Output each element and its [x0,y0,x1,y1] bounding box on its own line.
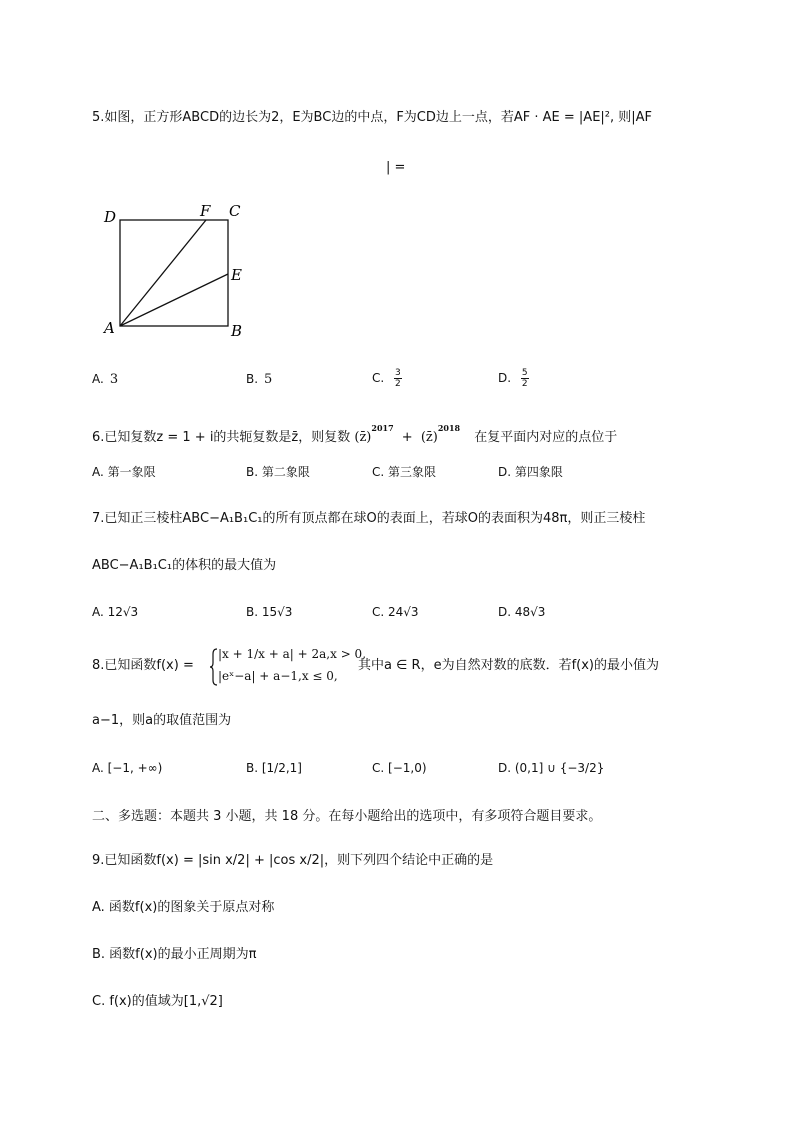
label-C: C [229,202,241,220]
q5-option-a: A. 3 [92,372,119,387]
label-D: D [104,208,117,226]
q9-option-c: C. f(x)的值域为[1,√2] [92,994,223,1009]
q6-option-a: A. 第一象限 [92,465,156,479]
q5-option-b: B. 5 [246,372,273,387]
q5-stem: 5.如图，正方形ABCD的边长为2，E为BC边的中点，F为CD边上一点，若AF · AE = |AE|², 则|AF [92,110,653,125]
q7-option-a: A. 12√3 [92,605,139,619]
q8-option-a: A. [−1, +∞) [92,761,163,775]
q6-option-d: D. 第四象限 [498,465,563,479]
label-E: E [231,266,242,284]
q8-stem-2: a−1，则a的取值范围为 [92,713,232,728]
label-A: A [104,319,115,337]
q7-option-d: D. 48√3 [498,605,546,619]
q6-option-b: B. 第二象限 [246,465,310,479]
q5-option-c: C. $\frac{3}{2}$ [372,368,401,389]
q7-stem-2: ABC−A₁B₁C₁的体积的最大值为 [92,558,277,573]
q8-option-c: C. [−1,0) [372,761,427,775]
q7-option-b: B. 15√3 [246,605,293,619]
q5-stem-end: | = [386,160,406,175]
q8-case-1: |x + 1/x + a| + 2a,x > 0, [218,647,367,661]
q8-option-b: B. [1/2,1] [246,761,302,775]
section-heading: 二、多选题：本题共 3 小题，共 18 分。在每小题给出的选项中，有多项符合题目要求。 [92,809,602,824]
q8-case-2: |eˣ−a| + a−1,x ≤ 0, [218,669,338,683]
square-figure [100,200,260,340]
label-F: F [200,202,211,220]
q8-stem-mid: 其中a ∈ R，e为自然对数的底数．若f(x)的最小值为 [358,658,659,673]
q7-stem: 7.已知正三棱柱ABC−A₁B₁C₁的所有顶点都在球O的表面上，若球O的表面积为48π，则正三棱柱 [92,511,646,526]
q9-stem: 9.已知函数f(x) = |sin x/2| + |cos x/2|，则下列四个结论中正确的是 [92,853,494,868]
label-B: B [231,322,243,340]
q6-stem: 6.已知复数z = 1 + i的共轭复数是z̄，则复数 (z̄)$^{2017}$ + (z̄)$^{2018}$ 在复平面内对应的点位于 [92,423,618,445]
q7-option-c: C. 24√3 [372,605,419,619]
q9-option-b: B. 函数f(x)的最小正周期为π [92,947,257,962]
q8-option-d: D. (0,1] ∪ {−3/2} [498,761,605,775]
q8-stem: 8.已知函数f(x) = [92,658,194,673]
q5-option-d: D. $\frac{5}{2}$ [498,368,528,389]
q6-option-c: C. 第三象限 [372,465,437,479]
q9-option-a: A. 函数f(x)的图象关于原点对称 [92,900,275,915]
piecewise-brace [210,648,218,686]
